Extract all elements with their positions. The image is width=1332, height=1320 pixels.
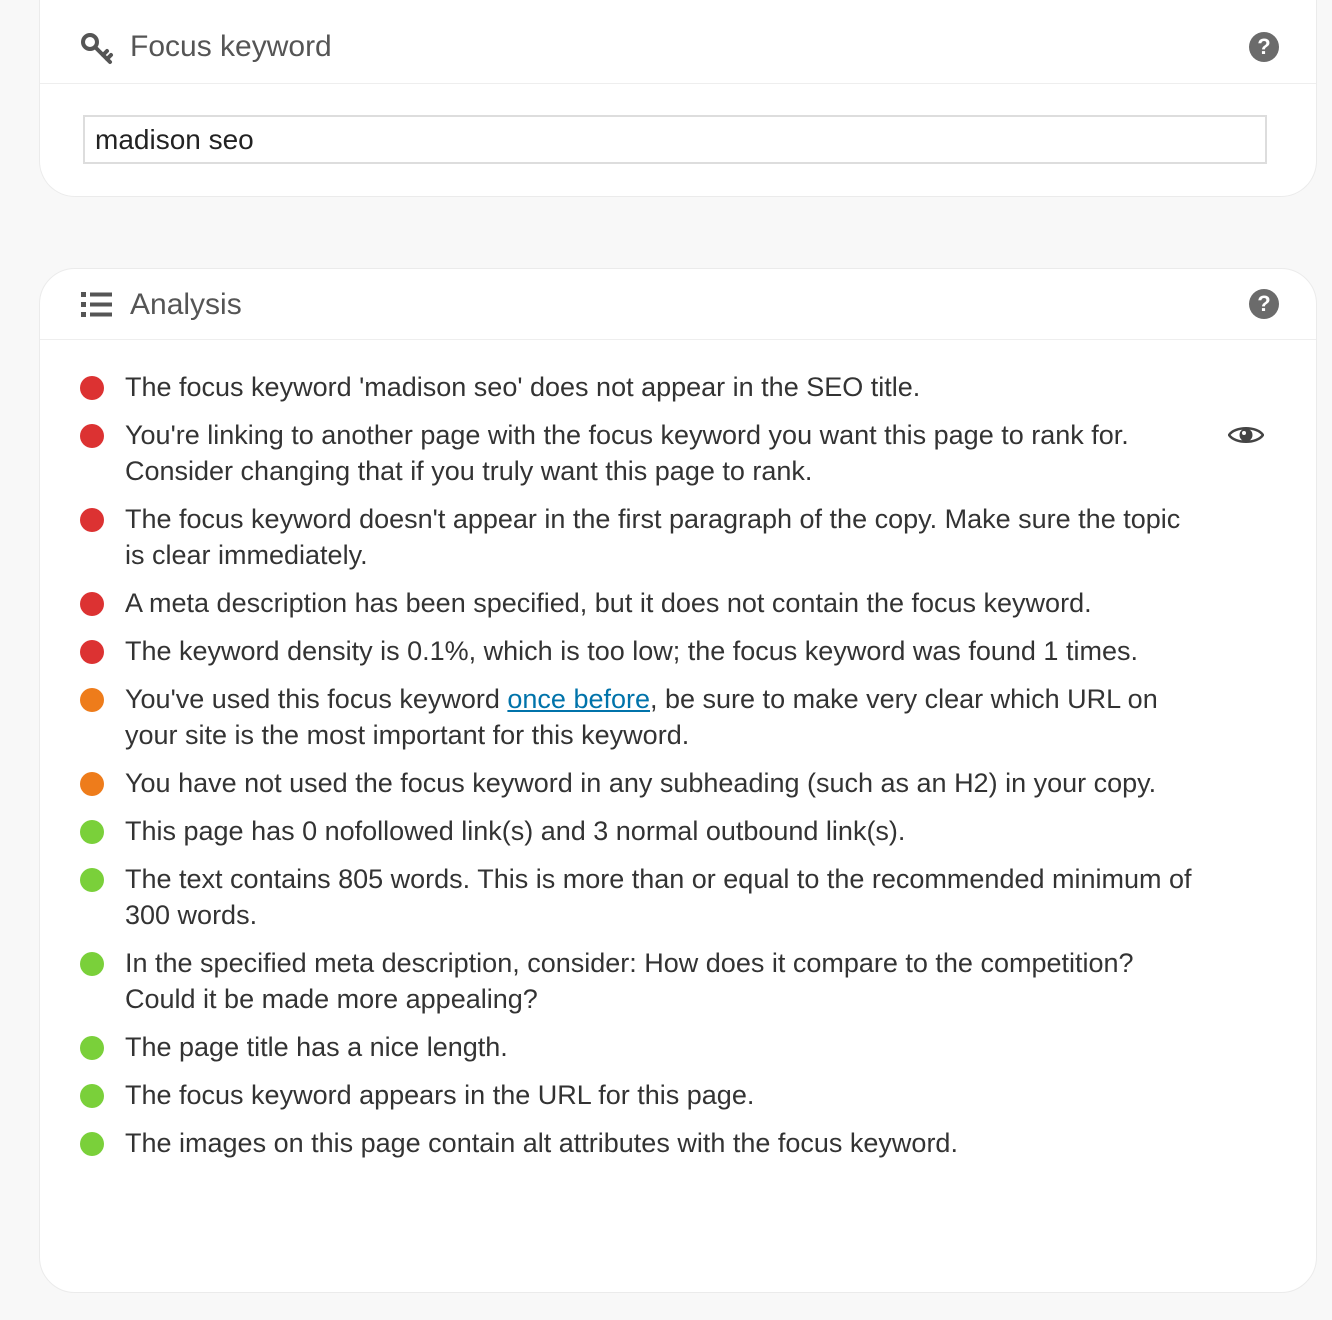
key-icon: [80, 32, 114, 66]
status-bad-icon: [80, 424, 104, 448]
status-bad-icon: [80, 376, 104, 400]
status-bad-icon: [80, 592, 104, 616]
analysis-result: [80, 633, 1200, 669]
result-text: In the specified meta description, consider: How does it compare to the competition? Could it be made more appealing?: [125, 948, 1134, 1014]
status-good-icon: [80, 952, 104, 976]
analysis-help-icon[interactable]: ?: [1249, 289, 1279, 319]
result-text: The keyword density is 0.1%, which is too low; the focus keyword was found 1 times.: [125, 636, 1138, 666]
result-text: The focus keyword doesn't appear in the first paragraph of the copy. Make sure the topic is clear immediately.: [125, 504, 1181, 570]
result-text: The images on this page contain alt attributes with the focus keyword.: [125, 1128, 958, 1158]
analysis-results-list: [80, 369, 1280, 1173]
result-text: A meta description has been specified, but it does not contain the focus keyword.: [125, 588, 1092, 618]
result-text: The focus keyword 'madison seo' does not appear in the SEO title.: [125, 372, 921, 402]
status-good-icon: [80, 820, 104, 844]
result-text: This page has 0 nofollowed link(s) and 3 normal outbound link(s).: [125, 816, 906, 846]
status-good-icon: [80, 1084, 104, 1108]
analysis-panel: [39, 268, 1317, 1293]
result-text: The page title has a nice length.: [125, 1032, 508, 1062]
result-text-after: , be sure to make very clear which URL on your site is the most important for this keyword.: [125, 684, 1158, 750]
analysis-header: [40, 269, 1316, 340]
result-text: The focus keyword appears in the URL for this page.: [125, 1080, 755, 1110]
focus-keyword-input[interactable]: [83, 115, 1267, 164]
analysis-result: [80, 681, 1200, 753]
analysis-result: [80, 501, 1200, 573]
analysis-result: [80, 861, 1200, 933]
focus-keyword-panel: [39, 0, 1317, 197]
result-text: You're linking to another page with the focus keyword you want this page to rank for. Consider changing that if you truly want this page to rank.: [125, 420, 1129, 486]
analysis-result: [80, 369, 1200, 405]
status-good-icon: [80, 1036, 104, 1060]
analysis-result: [80, 765, 1200, 801]
analysis-result: [80, 1029, 1200, 1065]
status-ok-icon: [80, 688, 104, 712]
focus-keyword-header: [40, 0, 1316, 84]
analysis-title: Analysis: [130, 288, 242, 321]
result-text: You have not used the focus keyword in any subheading (such as an H2) in your copy.: [125, 768, 1157, 798]
status-ok-icon: [80, 772, 104, 796]
status-good-icon: [80, 868, 104, 892]
eye-icon[interactable]: [1228, 423, 1264, 447]
result-text: The text contains 805 words. This is more than or equal to the recommended minimum of 300 words.: [125, 864, 1192, 930]
status-good-icon: [80, 1132, 104, 1156]
focus-keyword-help-icon[interactable]: ?: [1249, 32, 1279, 62]
analysis-result: [80, 1125, 1200, 1161]
analysis-result: [80, 417, 1200, 489]
focus-keyword-title: Focus keyword: [130, 30, 332, 63]
list-icon: [80, 288, 114, 322]
result-text-before: You've used this focus keyword: [125, 684, 508, 714]
analysis-result: [80, 1077, 1200, 1113]
status-bad-icon: [80, 508, 104, 532]
analysis-result: [80, 585, 1200, 621]
once-before-link[interactable]: once before: [507, 684, 650, 714]
analysis-result: [80, 813, 1200, 849]
analysis-result: [80, 945, 1200, 1017]
status-bad-icon: [80, 640, 104, 664]
